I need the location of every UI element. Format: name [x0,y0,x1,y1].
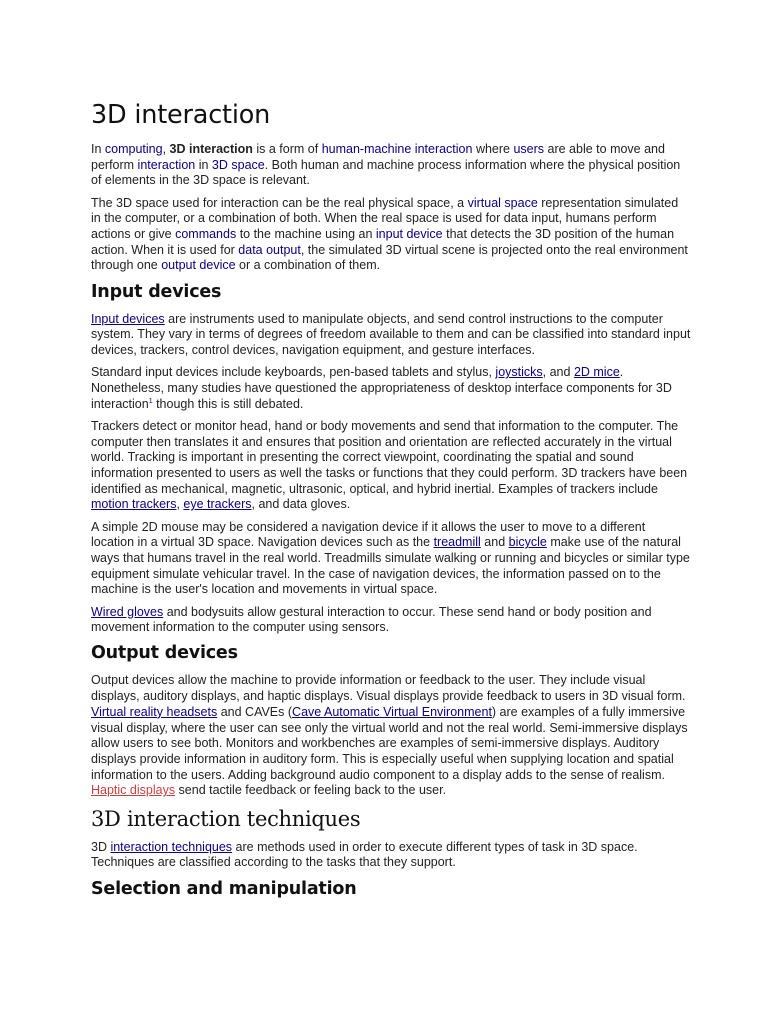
text: are methods used in order to execute different types of task in 3D space. Techniques are classified according to the tasks that they support. [91,839,638,870]
heading-selection-and-manipulation: Selection and manipulation [91,878,357,899]
text: , [162,142,170,156]
text: A simple 2D mouse may be considered a navigation device if it allows the user to move to a different location in a virtual 3D space. Navigation devices such as the [91,519,646,550]
link-3d-space[interactable]: 3D space [211,157,265,172]
link-cave[interactable]: Cave Automatic Virtual Environment [292,704,492,719]
intro-paragraph-1 [91,142,691,189]
link-interaction[interactable]: interaction [137,157,196,172]
text: make use of the natural ways that humans travel in the real world. Treadmills simulate walking or running and bicycles or similar type equipment simulate vehicular travel. In the case of navigation devices, the information passed on to the machine is the user's location and movements in virtual space. [91,535,690,597]
input-paragraph-5 [91,605,691,636]
text: , the simulated 3D virtual scene is projected onto the real environment through one [91,242,688,273]
intro-paragraph-2 [91,196,691,275]
link-interaction-techniques[interactable]: interaction techniques [110,839,233,854]
text: and CAVEs ( [217,704,293,719]
bold-term: 3D interaction [169,142,253,156]
text: , and [542,365,574,380]
text: and [480,535,509,550]
text: though this is still debated. [152,396,304,411]
link-eye-trackers[interactable]: eye trackers [183,497,252,512]
text: and bodysuits allow gestural interaction to occur. These send hand or body position and movement information to the computer using sensors. [91,604,652,635]
link-treadmill[interactable]: treadmill [433,535,481,550]
techniques-paragraph-1 [91,840,691,871]
page-title: 3D interaction [91,100,271,130]
text: to the machine using an [236,227,376,242]
text: in [195,157,212,172]
link-bicycle[interactable]: bicycle [508,535,547,550]
link-human-machine-interaction[interactable]: human-machine interaction [321,142,473,156]
text: are able to move and perform [91,142,665,172]
input-paragraph-4 [91,520,691,599]
link-computing[interactable]: computing [104,142,163,156]
text: where [472,142,514,156]
link-virtual-reality-headsets[interactable]: Virtual reality headsets [91,704,218,719]
text: representation simulated in the computer, or a combination of both. When the real space is used for data input, humans perform actions or give [91,195,679,242]
input-paragraph-1 [91,312,691,359]
link-haptic-displays[interactable]: Haptic displays [91,783,176,798]
input-paragraph-3 [91,419,691,513]
link-motion-trackers[interactable]: motion trackers [91,497,177,512]
link-virtual-space[interactable]: virtual space [467,195,538,210]
heading-3d-interaction-techniques: 3D interaction techniques [91,806,361,831]
text: is a form of [252,142,322,156]
text: are instruments used to manipulate objects, and send control instructions to the computer system. They vary in terms of degrees of freedom available to them and can be classified into standard input devices, trackers, control devices, navigation equipment, and gesture interfaces. [91,311,691,358]
link-input-device[interactable]: input device [375,227,443,242]
text: that detects the 3D position of the human action. When it is used for [91,227,675,257]
link-joysticks[interactable]: joysticks [495,365,543,380]
heading-output-devices: Output devices [91,643,238,664]
text: . Nonetheless, many studies have questioned the appropriateness of desktop interface components for 3D interaction [91,365,672,411]
text: or a combination of them. [235,258,381,273]
citation-ref[interactable]: 1 [148,397,153,405]
text: , and data gloves. [251,497,351,512]
text: 3D [91,839,111,854]
link-input-devices[interactable]: Input devices [91,311,165,326]
text: Trackers detect or monitor head, hand or body movements and send that information to the computer. The computer then translates it and ensures that position and orientation are reflected accurately in the virtual world. Tracking is important in presenting the correct viewpoint, coordinating the spatial and sound information presented to users as well the tasks or functions that they could perform. 3D trackers have been identified as mechanical, magnetic, ultrasonic, optical, and hybrid inertial. Examples of trackers include [91,418,688,496]
text: Output devices allow the machine to provide information or feedback to the user. They include visual displays, auditory displays, and haptic displays. Visual displays provide feedback to users in 3D visual form. [91,673,686,704]
text: . Both human and machine process information where the physical position of elements in the 3D space is relevant. [91,157,681,188]
text: send tactile feedback or feeling back to the user. [175,783,447,798]
input-paragraph-2 [91,365,691,412]
link-users[interactable]: users [513,142,545,156]
text: The 3D space used for interaction can be the real physical space, a [91,195,468,210]
link-data-output[interactable]: data output [238,242,301,257]
text: Standard input devices include keyboards, pen-based tablets and stylus, [91,365,496,380]
text: , [176,497,184,512]
link-commands[interactable]: commands [175,227,237,242]
heading-input-devices: Input devices [91,281,222,302]
link-wired-gloves[interactable]: Wired gloves [91,604,164,619]
text: In [91,142,105,156]
article-body [91,99,691,909]
link-output-device[interactable]: output device [161,258,236,273]
output-paragraph-1 [91,673,691,799]
link-2d-mice[interactable]: 2D mice [573,365,620,380]
text: ) are examples of a fully immersive visual display, where the user can see only the virtual world and not the real world. Semi-immersive displays allow users to see both. Monitors and workbenches are examples of semi-immersive displays. Auditory displays provide information in auditory form. This is especially useful when supplying location and spatial information to the users. Adding background audio component to a display adds to the sense of realism. [91,704,688,782]
